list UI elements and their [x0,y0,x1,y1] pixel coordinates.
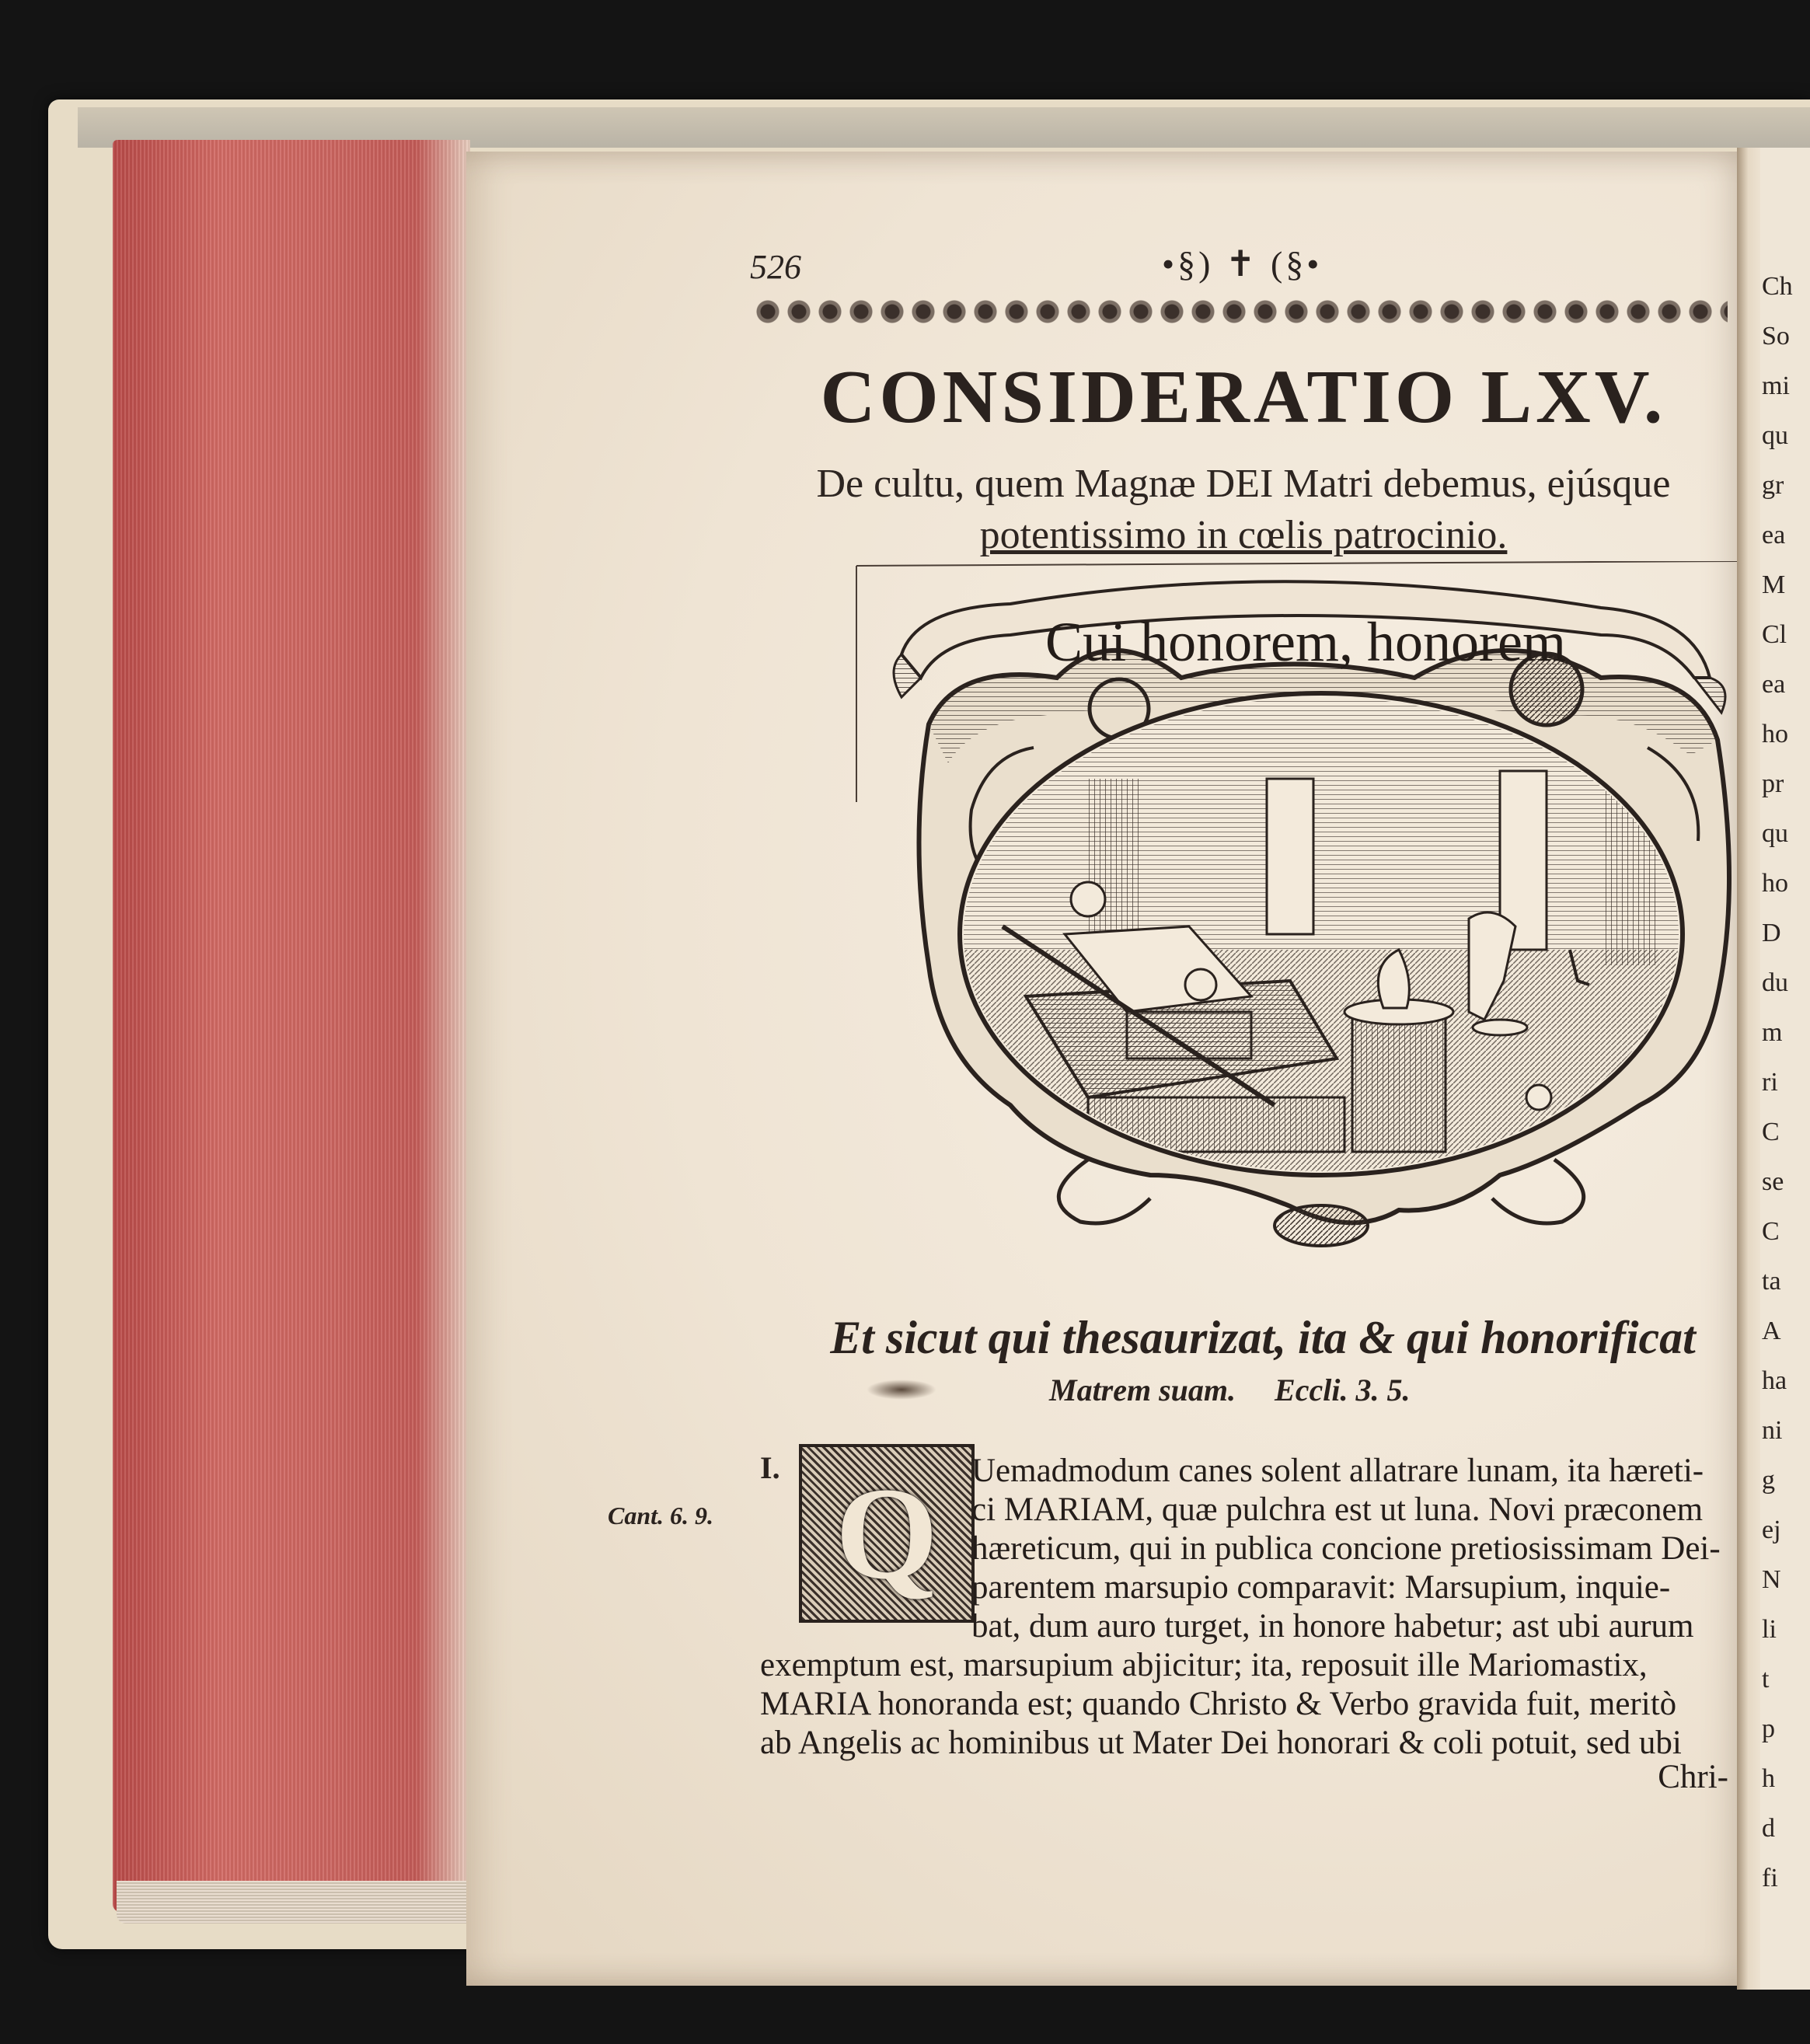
right-page-fragment-4: gr [1762,471,1784,500]
right-page-fragment-20: ta [1762,1267,1781,1296]
right-page-fragment-26: N [1762,1565,1781,1594]
page-subtitle [742,459,1745,561]
red-page-edges [113,140,470,1912]
right-page-fragment-22: ha [1762,1366,1787,1395]
body-line-4: parentem marsupio comparavit: Marsupium, inquie- [971,1569,1671,1606]
emblem-engraving [855,561,1737,1253]
motto-line-2: Matrem suam. [1049,1373,1236,1407]
right-page-fragment-15: m [1762,1018,1783,1047]
drop-cap [799,1444,975,1623]
body-line-8: ab Angelis ac hominibus ut Mater Dei honorari & coli potuit, sed ubi [760,1725,1682,1761]
motto-citation: Eccli. 3. 5. [1275,1373,1411,1407]
right-page-fragment-32: fi [1762,1864,1778,1892]
right-page-fragment-1: So [1762,322,1790,351]
motto-line-1: Et sicut qui thesaurizat, ita & qui honorificat [830,1312,1696,1363]
flower-border-rule [752,294,1728,330]
right-page-fragment-6: M [1762,570,1786,599]
right-page-fragment-16: ri [1762,1068,1778,1097]
subtitle-line-1: De cultu, quem Magnæ DEI Matri debemus, ejúsque [816,462,1671,506]
subtitle-line-2: potentissimo in cœlis patrocinio. [979,513,1508,557]
right-page-fragment-30: h [1762,1764,1775,1793]
motto-reference [1049,1372,1410,1408]
body-line-7: MARIA honoranda est; quando Christo & Verbo gravida fuit, meritò [760,1686,1677,1722]
header-ornament: •§) ✝ (§• [1162,244,1323,284]
body-line-3: hæreticum, qui in publica concione pretiosissimam Dei- [971,1530,1721,1567]
page-title: CONSIDERATIO LXV. [820,355,1667,439]
right-page-fragment-31: d [1762,1814,1775,1843]
motto [785,1310,1741,1366]
right-page-fragment [1760,148,1810,1990]
page-edges-bottom [117,1881,482,1924]
right-page-fragment-25: ej [1762,1516,1781,1544]
emblem-banner-text: Cui honorem, honorem [1045,611,1566,673]
body-line-6: exemptum est, marsupium abjicitur; ita, reposuit ille Mariomastix, [760,1647,1648,1683]
right-page-fragment-14: du [1762,968,1788,997]
right-page-fragment-23: ni [1762,1416,1783,1445]
right-page-fragment-18: se [1762,1167,1784,1196]
paragraph-number: I. [760,1450,780,1485]
right-page-fragment-29: p [1762,1714,1775,1743]
right-page-fragment-10: pr [1762,769,1784,798]
right-page-fragment-24: g [1762,1466,1775,1495]
right-page-fragment-19: C [1762,1217,1780,1246]
right-page-fragment-3: qu [1762,421,1788,450]
right-page-fragment-21: A [1762,1317,1781,1345]
right-page-fragment-17: C [1762,1118,1780,1146]
right-page-fragment-12: ho [1762,869,1788,898]
right-page-fragment-27: li [1762,1615,1777,1644]
right-page-fragment-5: ea [1762,521,1786,549]
ink-smudge [867,1380,936,1400]
body-line-1: Uemadmodum canes solent allatrare lunam, ita hæreti- [971,1453,1704,1489]
body-line-2: ci MARIAM, quæ pulchra est ut luna. Novi præconem [971,1491,1704,1528]
right-page-fragment-2: mi [1762,371,1790,400]
right-page-fragment-13: D [1762,919,1781,947]
right-page-fragment-7: Cl [1762,620,1787,649]
right-page-fragment-8: ea [1762,670,1786,699]
body-line-5: bat, dum auro turget, in honore habetur; ast ubi aurum [971,1608,1694,1645]
catchword: Chri- [1658,1759,1728,1795]
right-page-fragment-11: qu [1762,819,1788,848]
page-number: 526 [750,248,801,286]
margin-note: Cant. 6. 9. [608,1502,714,1530]
right-page-fragment-0: Ch [1762,272,1793,301]
drop-cap-letter: Q [835,1460,939,1606]
right-page-fragment-28: t [1762,1665,1770,1693]
right-page-fragment-9: ho [1762,720,1788,748]
